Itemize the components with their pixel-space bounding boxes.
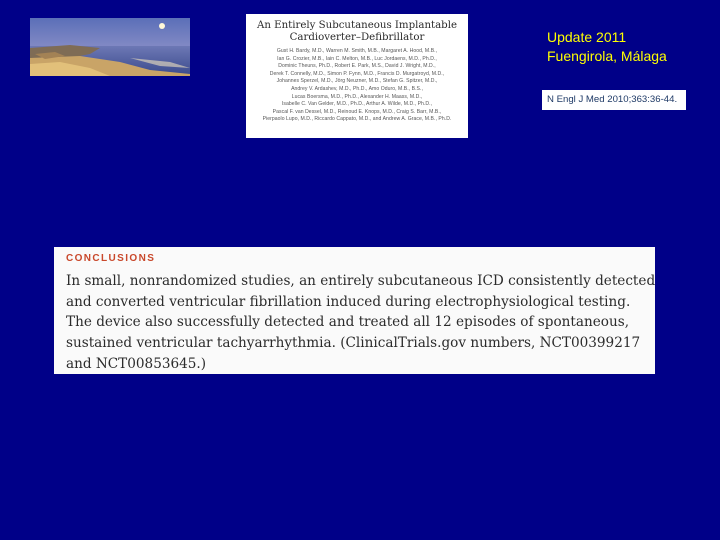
update-line: Fuengirola, Málaga xyxy=(547,48,667,64)
author-line: Dominic Theuns, Ph.D., Robert E. Park, M.S., David J. Wright, M.D., xyxy=(278,63,436,70)
update-label xyxy=(547,28,667,66)
beach-photo xyxy=(30,18,190,76)
conclusions-line: sustained ventricular tachyarrhythmia. (ClinicalTrials.gov numbers, NCT00399217 xyxy=(66,335,641,352)
author-line: Andrey V. Ardashev, M.D., Ph.D., Amo Oduro, M.B., B.S., xyxy=(291,85,423,92)
author-line: Gust H. Bardy, M.D., Warren M. Smith, M.B., Margaret A. Hood, M.B., xyxy=(276,48,438,54)
author-line: Isabelle C. Van Gelder, M.D., Ph.D., Arthur A. Wilde, M.D., Ph.D., xyxy=(281,101,433,108)
author-line: Derek T. Connelly, M.D., Simon P. Fynn, M.D., Francis D. Murgatroyd, M.D., xyxy=(269,70,445,77)
conclusions-line: The device also successfully detected and treated all 12 episodes of spontaneous, xyxy=(66,314,630,331)
journal-citation: N Engl J Med 2010;363:36-44. xyxy=(542,90,686,110)
conclusions-excerpt xyxy=(54,247,655,374)
author-line: Lucas Boersma, M.D., Ph.D., Alexander H. Maass, M.D., xyxy=(291,93,423,100)
author-line: Pierpaolo Lupo, M.D., Riccardo Cappato, M.D., and Andrew A. Grace, M.B., Ph.D. xyxy=(262,116,452,123)
beach-photo-image xyxy=(30,18,190,76)
paper-title-line: An Entirely Subcutaneous Implantable xyxy=(257,20,457,31)
conclusions-line: and converted ventricular fibrillation induced during electrophysiological testing. xyxy=(66,293,631,310)
conclusions-body xyxy=(66,271,656,375)
author-line: Johannes Sperzel, M.D., Jörg Neuzner, M.D., Stefan G. Spitzer, M.D., xyxy=(276,78,438,85)
conclusions-line: and NCT00853645.) xyxy=(66,355,207,372)
paper-authors xyxy=(254,48,460,124)
author-line: Pascal F. van Dessel, M.D., Reinoud E. Knops, M.D., Craig S. Barr, M.B., xyxy=(272,108,442,115)
author-line: Ian G. Crozier, M.B., Iain C. Melton, M.B., Luc Jordaens, M.D., Ph.D., xyxy=(277,55,437,62)
conclusions-line: In small, nonrandomized studies, an entirely subcutaneous ICD consistently detected xyxy=(66,273,656,289)
update-line: Update 2011 xyxy=(547,29,627,45)
paper-title-excerpt xyxy=(246,14,468,138)
paper-title-line: Cardioverter–Defibrillator xyxy=(289,32,425,43)
conclusions-heading: CONCLUSIONS xyxy=(66,253,156,264)
paper-title xyxy=(254,20,460,44)
